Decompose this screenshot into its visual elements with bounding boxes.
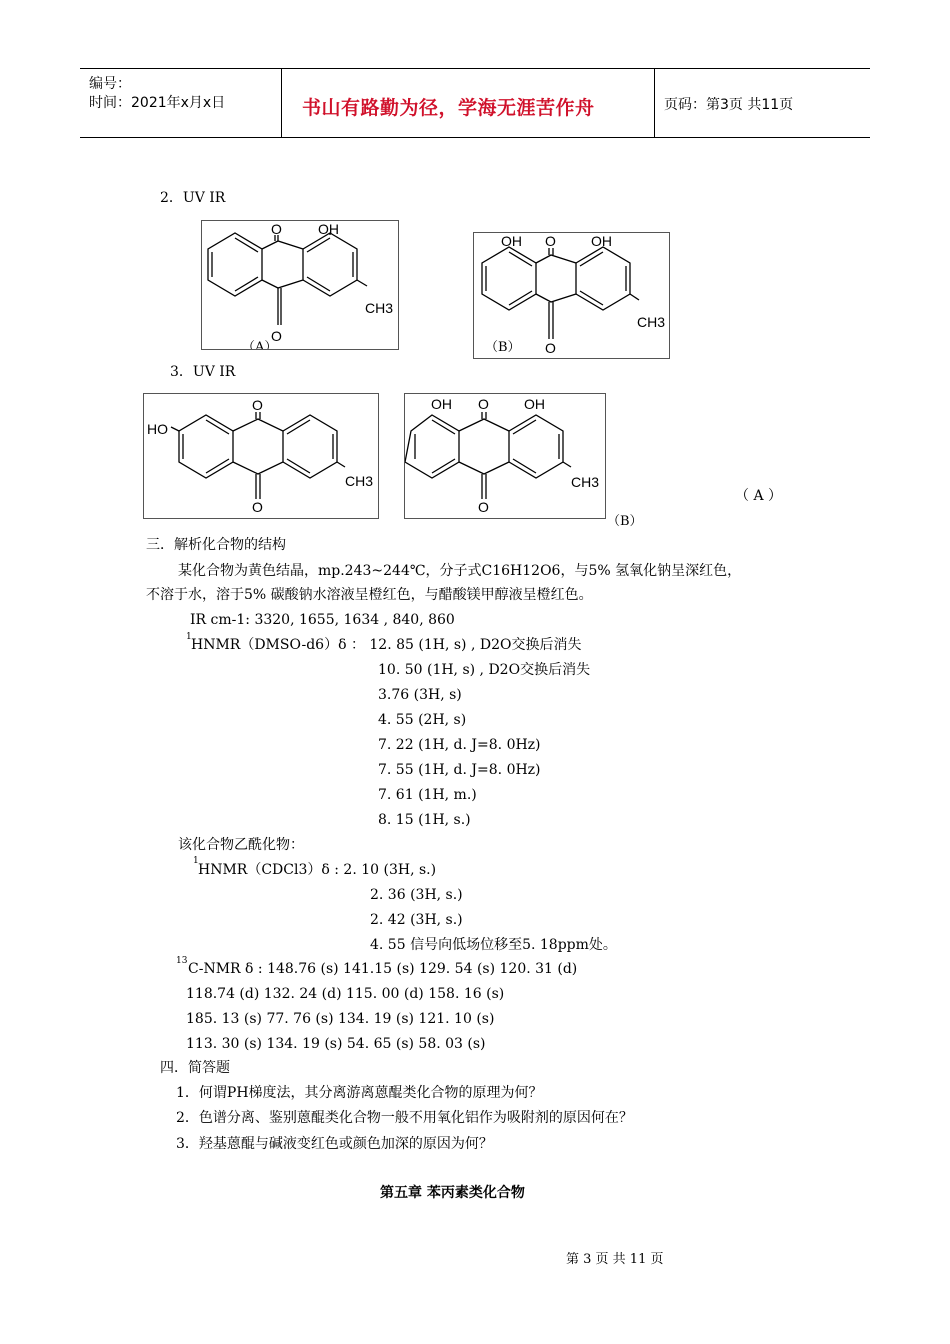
cnmr-header: C-NMR δ : 148.76 (s) 141.15 (s) 129. 54 (s) 120. 31 (d) [188, 961, 578, 977]
2b-oxo-top: O [545, 233, 556, 249]
hnmr-header: HNMR（DMSO-d6）δ ： 12. 85 (1H, s) , D2O交换后消失 [191, 637, 582, 653]
3b-methyl: CH3 [571, 474, 600, 490]
acetyl-hnmr-line: 2. 42 (3H, s.) [370, 912, 463, 928]
cnmr-line: 113. 30 (s) 134. 19 (s) 54. 65 (s) 58. 03 (s) [186, 1036, 486, 1052]
hnmr-superscript: 1 [186, 632, 192, 642]
section4-title: 四．简答题 [160, 1060, 230, 1076]
2a-methyl: CH3 [365, 300, 394, 316]
3b-tag: （B） [607, 514, 643, 529]
header-divider [281, 69, 282, 137]
page-footer: 第 3 页 共 11 页 [566, 1252, 664, 1267]
section3-intro-line2: 不溶于水，溶于5% 碳酸钠水溶液呈橙红色，与醋酸镁甲醇液呈橙红色。 [146, 587, 593, 603]
q3-label: 3．UV IR [170, 364, 236, 380]
2b-methyl: CH3 [637, 314, 666, 330]
acetyl-hnmr-header: HNMR（CDCl3）δ : 2. 10 (3H, s.) [198, 862, 437, 878]
2a-tag: （A） [242, 340, 278, 349]
hnmr-line: 7. 55 (1H, d. J=8. 0Hz) [378, 762, 541, 778]
hnmr-line: 8. 15 (1H, s.) [378, 812, 471, 828]
question-item: 1．何谓PH梯度法，其分离游离蒽醌类化合物的原理为何？ [176, 1085, 543, 1101]
cnmr-line: 185. 13 (s) 77. 76 (s) 134. 19 (s) 121. 10 (s) [186, 1011, 495, 1027]
hnmr-line: 7. 22 (1H, d. J=8. 0Hz) [378, 737, 541, 753]
3b-hydroxyl-left: OH [431, 396, 452, 412]
header-divider [654, 69, 655, 137]
3b-hydroxyl-right: OH [524, 396, 545, 412]
structure-3a [143, 393, 379, 519]
3a-oxo-top: O [252, 397, 263, 413]
question-item: 2．色谱分离、鉴别蒽醌类化合物一般不用氧化铝作为吸附剂的原因何在？ [176, 1110, 633, 1126]
2a-oxo-bottom: O [271, 328, 282, 344]
q3-answer: （ A ） [735, 488, 783, 504]
3a-hydroxyl: HO [147, 421, 168, 437]
acetyl-title: 该化合物乙酰化物： [178, 837, 304, 853]
cnmr-superscript: 13 [176, 956, 188, 966]
hnmr-line: 3.76 (3H, s) [378, 687, 462, 703]
2b-hydroxyl-left: OH [501, 233, 522, 249]
3a-oxo-bottom: O [252, 499, 263, 515]
section3-title: 三．解析化合物的结构 [146, 537, 286, 553]
header-motto: 书山有路勤为径，学海无涯苦作舟 [302, 97, 595, 119]
structure-2b [473, 232, 670, 359]
question-item: 3．羟基蒽醌与碱液变红色或颜色加深的原因为何？ [176, 1136, 493, 1152]
doc-code-label: 编号： [89, 76, 131, 92]
3a-methyl: CH3 [345, 473, 374, 489]
2b-tag: （B） [485, 340, 521, 355]
chapter-heading: 第五章 苯丙素类化合物 [380, 1185, 525, 1201]
hnmr-line: 4. 55 (2H, s) [378, 712, 467, 728]
q2-label: 2．UV IR [160, 190, 226, 206]
acetyl-hnmr-line: 4. 55 信号向低场位移至5. 18ppm处。 [370, 937, 617, 953]
acetyl-hnmr-line: 2. 36 (3H, s.) [370, 887, 463, 903]
hnmr-line: 10. 50 (1H, s) , D2O交换后消失 [378, 662, 591, 678]
page-number-label: 页码：第3页 共11页 [664, 97, 794, 113]
2a-hydroxyl: OH [318, 221, 339, 237]
3b-oxo-top: O [478, 396, 489, 412]
3b-oxo-bottom: O [478, 499, 489, 515]
doc-date-label: 时间：2021年x月x日 [89, 95, 226, 111]
2a-oxo-top: O [271, 221, 282, 237]
2b-oxo-bottom: O [545, 340, 556, 356]
hnmr-line: 7. 61 (1H, m.) [378, 787, 477, 803]
2b-hydroxyl-right: OH [591, 233, 612, 249]
cnmr-line: 118.74 (d) 132. 24 (d) 115. 00 (d) 158. 16 (s) [186, 986, 505, 1002]
acetyl-hnmr-superscript: 1 [193, 856, 199, 866]
structure-3b [404, 393, 606, 519]
page-header [80, 68, 870, 138]
ir-data: IR cm-1: 3320, 1655, 1634 , 840, 860 [190, 612, 455, 628]
section3-intro-line1: 某化合物为黄色结晶，mp.243~244℃，分子式C16H12O6，与5% 氢氧化钠呈深红色， [178, 563, 742, 579]
structure-2a [201, 220, 399, 350]
